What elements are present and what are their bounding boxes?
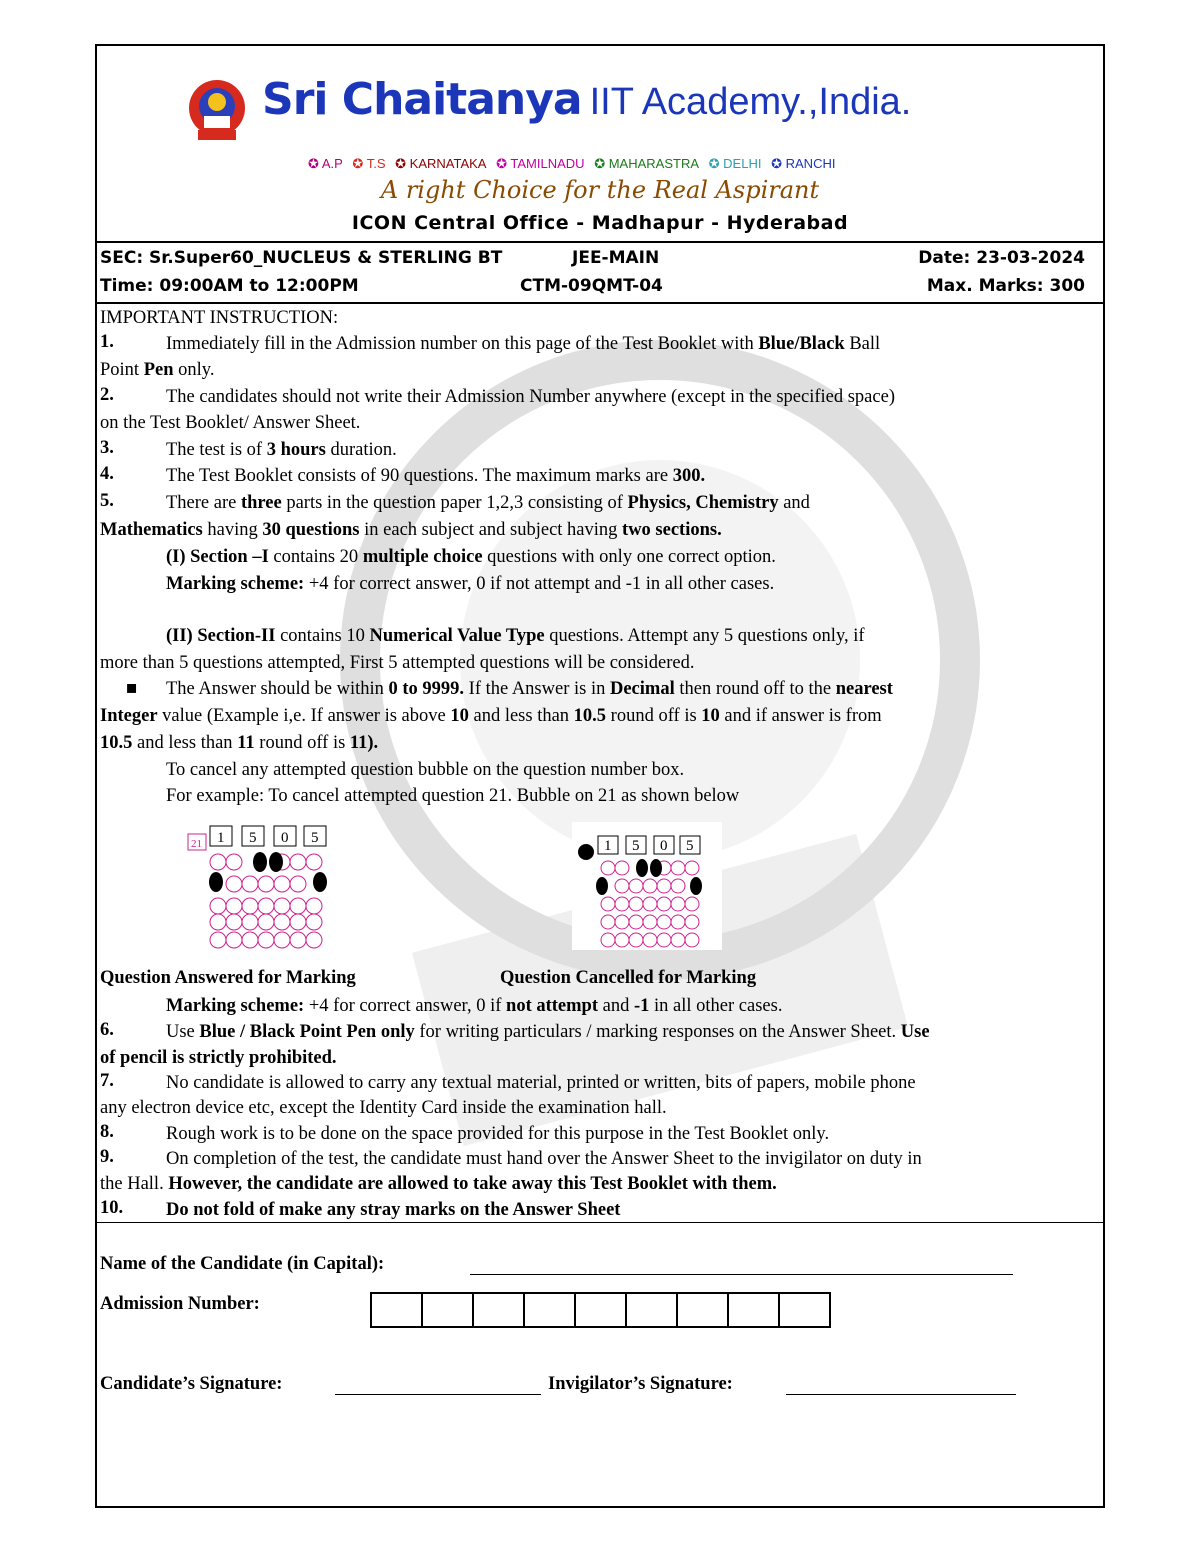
instruction-text: For example: To cancel attempted question 21. Bubble on 21 as shown below	[166, 786, 740, 806]
exam-code: CTM-09QMT-04	[520, 276, 663, 296]
admission-label: Admission Number:	[100, 1294, 260, 1314]
brand-title	[262, 74, 911, 125]
omr-qno: 21	[191, 838, 202, 850]
admission-digit-box[interactable]	[525, 1294, 576, 1326]
instruction-text: 10.5 and less than 11 round off is 11).	[100, 733, 379, 753]
name-field[interactable]	[470, 1274, 1013, 1275]
instruction-text: Immediately fill in the Admission number on this page of the Test Booklet with Blue/Black Ball	[166, 334, 881, 354]
item-number: 2.	[100, 385, 114, 405]
item-number: 9.	[100, 1147, 114, 1167]
instruction-text: Rough work is to be done on the space provided for this purpose in the Test Booklet only.	[166, 1124, 830, 1144]
state-item: ✪ RANCHI	[771, 156, 836, 171]
sec-label: SEC: Sr.Super60_NUCLEUS & STERLING BT	[100, 248, 503, 268]
admission-digit-box[interactable]	[780, 1294, 829, 1326]
state-item: ✪ A.P	[308, 156, 343, 171]
brand-main: Sri Chaitanya	[262, 74, 582, 125]
instruction-text: To cancel any attempted question bubble on the question number box.	[166, 760, 685, 780]
instruction-text: Use Blue / Black Point Pen only for writing particulars / marking responses on the Answer Sheet. Use	[166, 1022, 930, 1042]
candidate-signature-field[interactable]	[335, 1394, 541, 1395]
caption-answered: Question Answered for Marking	[100, 968, 356, 988]
instruction-text: There are three parts in the question paper 1,2,3 consisting of Physics, Chemistry and	[166, 493, 810, 513]
invigilator-signature-field[interactable]	[786, 1394, 1016, 1395]
office-line: ICON Central Office - Madhapur - Hyderabad	[351, 212, 849, 234]
instruction-text: The candidates should not write their Admission Number anywhere (except in the specified space)	[166, 387, 895, 407]
instruction-text: (II) Section-II contains 10 Numerical Value Type questions. Attempt any 5 questions only, if	[166, 626, 865, 646]
omr-cancelled-example	[572, 822, 722, 950]
state-item: ✪ MAHARASTRA	[594, 156, 700, 171]
svg-text:1: 1	[604, 838, 612, 854]
instruction-text: Point Pen only.	[100, 360, 215, 380]
admission-digit-box[interactable]	[576, 1294, 627, 1326]
divider	[97, 302, 1103, 304]
instruction-text: any electron device etc, except the Identity Card inside the examination hall.	[100, 1098, 667, 1118]
state-item: ✪ T.S	[352, 156, 386, 171]
instruction-text: Marking scheme: +4 for correct answer, 0 if not attempt and -1 in all other cases.	[166, 996, 783, 1016]
instruction-text: The Answer should be within 0 to 9999. If the Answer is in Decimal then round off to the nearest	[166, 679, 893, 699]
instruction-text: The Test Booklet consists of 90 questions. The maximum marks are 300.	[166, 466, 706, 486]
svg-text:5: 5	[311, 830, 319, 846]
admission-digit-box[interactable]	[678, 1294, 729, 1326]
instruction-text: Integer value (Example i,e. If answer is above 10 and less than 10.5 round off is 10 and if answer is from	[100, 706, 882, 726]
max-marks: Max. Marks: 300	[926, 276, 1085, 296]
exam-time: Time: 09:00AM to 12:00PM	[100, 276, 359, 296]
instruction-text: the Hall. However, the candidate are allowed to take away this Test Booklet with them.	[100, 1174, 777, 1194]
instruction-text: The test is of 3 hours duration.	[166, 440, 397, 460]
admission-digit-box[interactable]	[474, 1294, 525, 1326]
item-number: 6.	[100, 1020, 114, 1040]
admission-digit-box[interactable]	[627, 1294, 678, 1326]
instruction-text: (I) Section –I contains 20 multiple choice questions with only one correct option.	[166, 547, 776, 567]
state-list	[308, 156, 841, 172]
item-number: 5.	[100, 491, 114, 511]
svg-text:0: 0	[281, 830, 289, 846]
exam-date: Date: 23-03-2024	[918, 248, 1085, 268]
admission-digit-box[interactable]	[729, 1294, 780, 1326]
svg-text:5: 5	[249, 830, 257, 846]
item-number: 3.	[100, 438, 114, 458]
candidate-signature-label: Candidate’s Signature:	[100, 1374, 283, 1394]
instruction-text: on the Test Booklet/ Answer Sheet.	[100, 413, 361, 433]
divider	[97, 241, 1103, 243]
academy-logo-icon	[186, 78, 248, 144]
svg-text:5: 5	[632, 838, 640, 854]
item-number: 1.	[100, 332, 114, 352]
instruction-text: Mathematics having 30 questions in each subject and subject having two sections.	[100, 520, 722, 540]
tagline: A right Choice for the Real Aspirant	[380, 176, 820, 204]
instruction-text: of pencil is strictly prohibited.	[100, 1048, 337, 1068]
instruction-text: Marking scheme: +4 for correct answer, 0 if not attempt and -1 in all other cases.	[166, 574, 775, 594]
name-label: Name of the Candidate (in Capital):	[100, 1254, 385, 1274]
item-number: 10.	[100, 1198, 124, 1218]
invigilator-signature-label: Invigilator’s Signature:	[548, 1374, 733, 1394]
exam-name: JEE-MAIN	[572, 248, 660, 268]
item-number: 4.	[100, 464, 114, 484]
instructions-heading: IMPORTANT INSTRUCTION:	[100, 308, 339, 328]
admission-digit-box[interactable]	[372, 1294, 423, 1326]
svg-text:1: 1	[217, 830, 225, 846]
omr-answered-example	[182, 822, 344, 960]
state-item: ✪ TAMILNADU	[496, 156, 585, 171]
instruction-text: On completion of the test, the candidate must hand over the Answer Sheet to the invigilator on duty in	[166, 1149, 922, 1169]
divider	[97, 1222, 1103, 1223]
admission-number-boxes[interactable]	[370, 1292, 831, 1328]
caption-cancelled: Question Cancelled for Marking	[500, 968, 757, 988]
brand-sub: IIT Academy.,India.	[589, 81, 912, 123]
state-item: ✪ KARNATAKA	[395, 156, 487, 171]
admission-digit-box[interactable]	[423, 1294, 474, 1326]
item-number: 8.	[100, 1122, 114, 1142]
svg-text:0: 0	[660, 838, 668, 854]
item-number: 7.	[100, 1071, 114, 1091]
instruction-text: No candidate is allowed to carry any textual material, printed or written, bits of papers, mobile phone	[166, 1073, 916, 1093]
state-item: ✪ DELHI	[708, 156, 762, 171]
instruction-text: Do not fold of make any stray marks on the Answer Sheet	[166, 1200, 621, 1220]
bullet-icon: ■	[126, 679, 138, 699]
svg-text:5: 5	[686, 838, 694, 854]
instruction-text: more than 5 questions attempted, First 5 attempted questions will be considered.	[100, 653, 695, 673]
